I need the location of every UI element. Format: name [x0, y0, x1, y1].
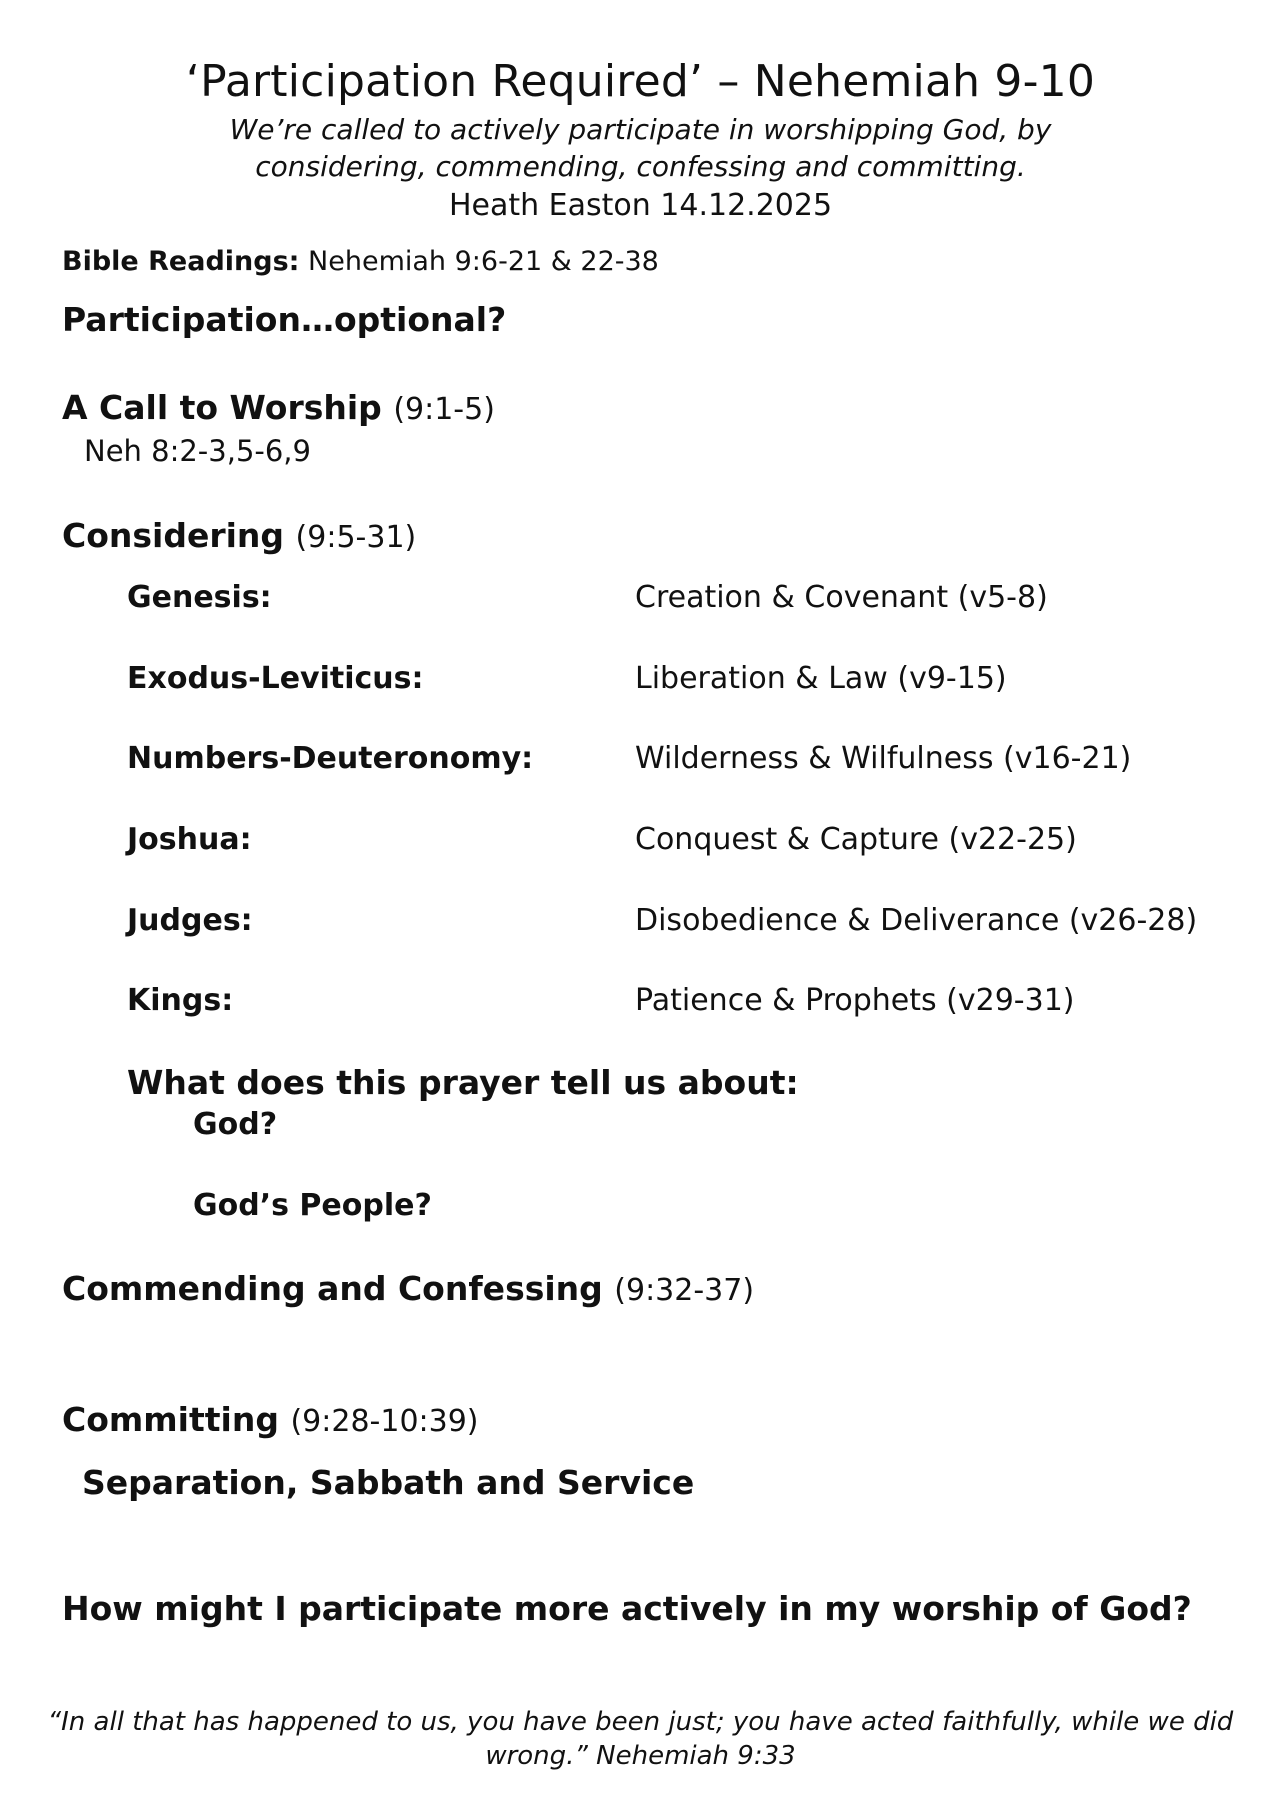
heading-commending-confessing-text: Commending and Confessing: [62, 1269, 603, 1308]
heading-committing-text: Committing: [62, 1400, 279, 1439]
reflection-question: What does this prayer tell us about:: [127, 1063, 799, 1102]
book-label-genesis: Genesis:: [127, 580, 272, 615]
book-theme-numbers-deuteronomy: Wilderness & Wilfulness (v16-21): [635, 741, 1132, 776]
book-theme-genesis: Creation & Covenant (v5-8): [635, 580, 1048, 615]
page-title: ‘Participation Required’ – Nehemiah 9-10: [185, 56, 1096, 107]
bible-readings: [62, 246, 659, 277]
heading-committing-ref: (9:28-10:39): [290, 1404, 479, 1439]
heading-call-to-worship-text: A Call to Worship: [62, 388, 382, 427]
heading-call-to-worship-ref: (9:1-5): [393, 392, 495, 427]
closing-quote: “In all that has happened to us, you have been just; you have acted faithfully, while we did wrong.” Nehemiah 9:33: [47, 1707, 1234, 1771]
committing-subheading: Separation, Sabbath and Service: [82, 1463, 695, 1502]
heading-commending-confessing: [62, 1269, 754, 1308]
book-label-joshua: Joshua:: [127, 822, 252, 857]
subtitle-line-1: We’re called to actively participate in worshipping God, by: [229, 113, 1052, 146]
book-theme-kings: Patience & Prophets (v29-31): [635, 983, 1075, 1018]
book-label-judges: Judges:: [127, 903, 253, 938]
heading-considering: [62, 516, 416, 555]
book-theme-joshua: Conquest & Capture (v22-25): [635, 822, 1077, 857]
heading-committing: [62, 1400, 479, 1439]
bible-readings-label: Bible Readings:: [62, 246, 300, 277]
bible-readings-value: Nehemiah 9:6-21 & 22-38: [308, 246, 659, 277]
book-label-exodus-leviticus: Exodus-Leviticus:: [127, 661, 424, 696]
heading-call-to-worship: [62, 388, 495, 427]
heading-commending-confessing-ref: (9:32-37): [614, 1273, 755, 1308]
author-date: Heath Easton 14.12.2025: [448, 188, 833, 223]
book-label-numbers-deuteronomy: Numbers-Deuteronomy:: [127, 741, 534, 776]
book-theme-judges: Disobedience & Deliverance (v26-28): [635, 903, 1198, 938]
heading-considering-ref: (9:5-31): [295, 520, 417, 555]
book-theme-exodus-leviticus: Liberation & Law (v9-15): [635, 661, 1007, 696]
call-to-worship-note: Neh 8:2-3,5-6,9: [84, 434, 311, 468]
subquestion-god: God?: [193, 1107, 278, 1142]
book-label-kings: Kings:: [127, 983, 234, 1018]
subquestion-gods-people: God’s People?: [193, 1188, 432, 1223]
heading-application-question: How might I participate more actively in my worship of God?: [62, 1589, 1192, 1628]
heading-considering-text: Considering: [62, 516, 285, 555]
heading-participation-optional: Participation…optional?: [62, 300, 507, 339]
subtitle-line-2: considering, commending, confessing and committing.: [255, 150, 1026, 183]
